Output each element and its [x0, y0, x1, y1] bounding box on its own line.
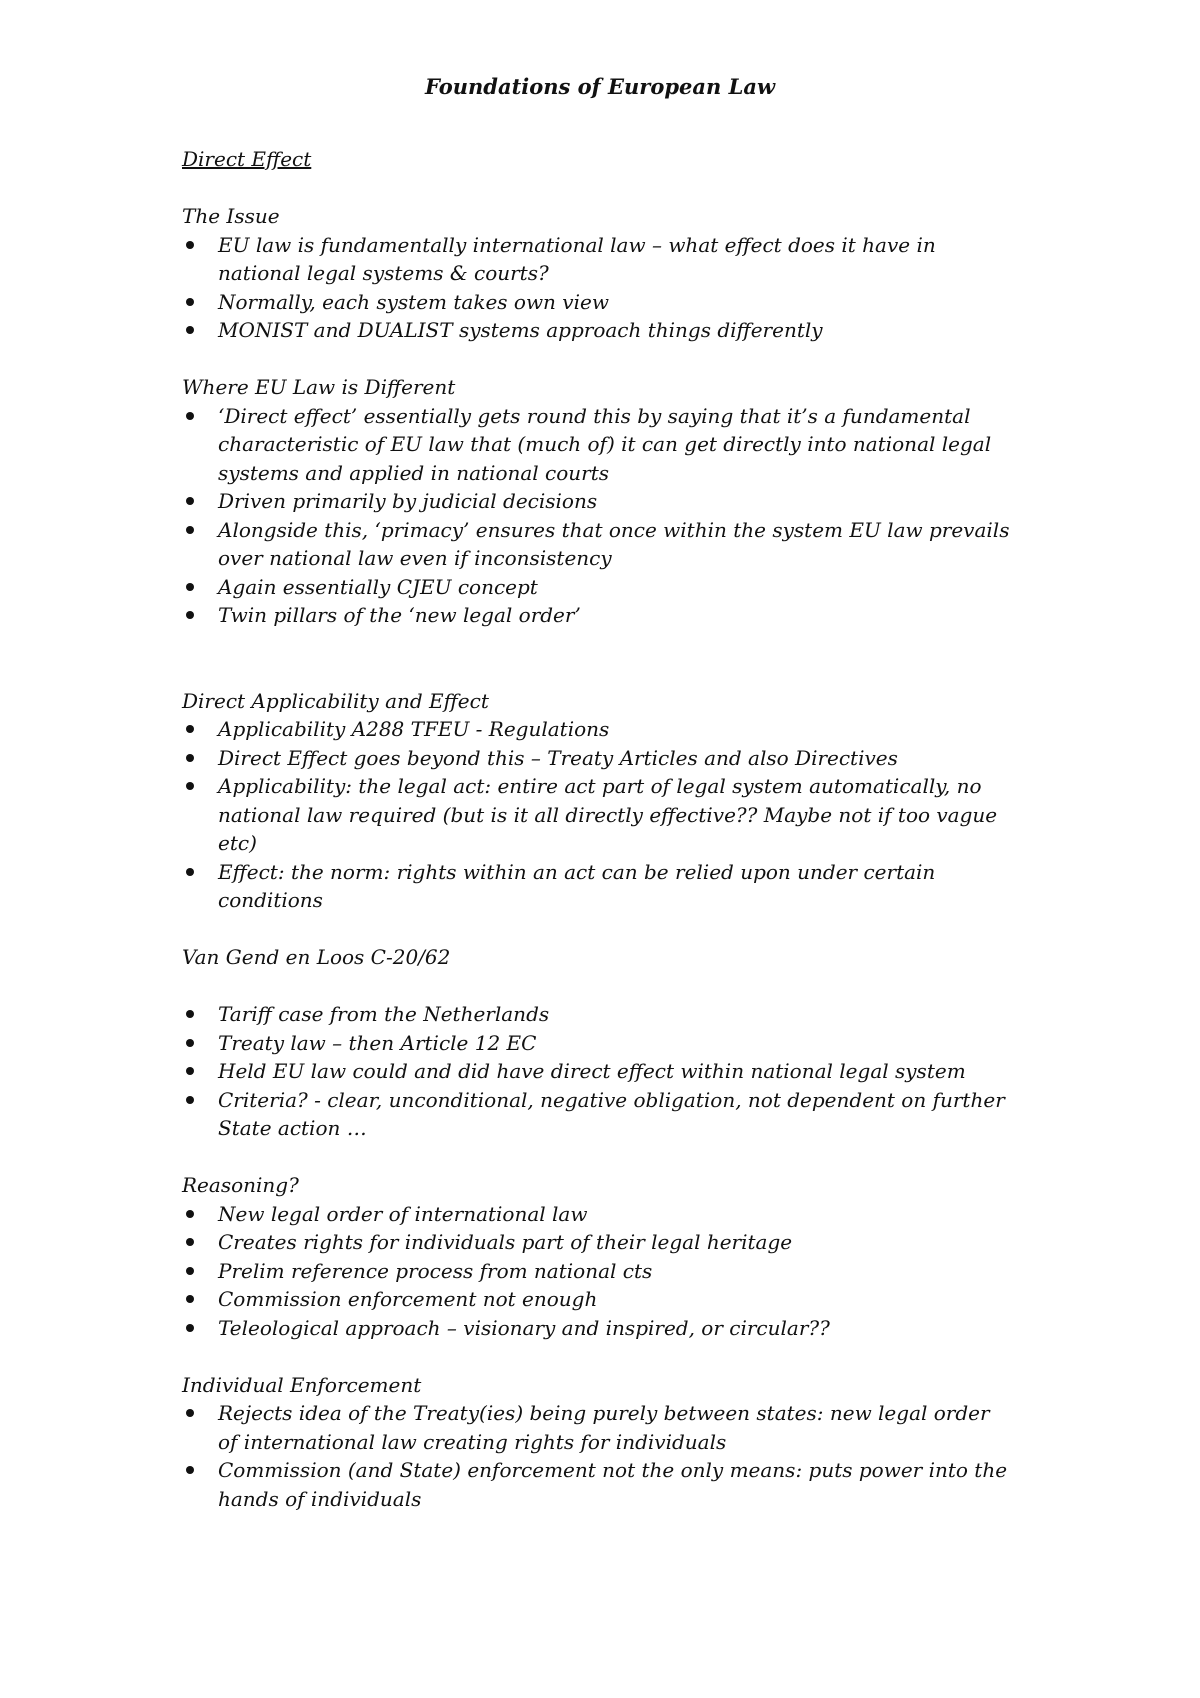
list-item-text: ‘Direct effect’ essentially gets round this by saying that it’s a fundamental characteristic of EU law that (much of) it can get directly into national legal systems and applied in national courts	[218, 403, 992, 485]
bullet-icon	[186, 526, 194, 534]
list-item-text: Normally, each system takes own view	[218, 289, 609, 314]
subsection-heading: Reasoning?	[182, 1173, 299, 1197]
section-title: Direct Effect	[182, 147, 312, 171]
bullet-list	[182, 1399, 1012, 1513]
bullet-icon	[186, 497, 194, 505]
bullet-list	[182, 1200, 1012, 1343]
list-item	[182, 288, 1012, 317]
list-item	[182, 772, 1012, 858]
list-item	[182, 1000, 1012, 1029]
spacer	[182, 174, 1012, 203]
list-item-text: Alongside this, ‘primacy’ ensures that once within the system EU law prevails over national law even if inconsistency	[218, 517, 1010, 570]
list-item-text: Applicability A288 TFEU - Regulations	[218, 717, 610, 741]
list-item	[182, 1228, 1012, 1257]
bullet-icon	[186, 1067, 194, 1075]
bullet-icon	[186, 725, 194, 733]
list-item-text: EU law is fundamentally international law – what effect does it have in national legal systems & courts?	[218, 232, 936, 285]
list-item-text: Commission enforcement not enough	[218, 1287, 598, 1311]
list-item-text: Driven primarily by judicial decisions	[218, 489, 598, 513]
spacer	[182, 630, 1012, 687]
document-body	[182, 145, 1012, 1513]
bullet-icon	[186, 241, 194, 249]
spacer	[182, 1143, 1012, 1172]
list-item-text: Prelim reference process from national cts	[218, 1258, 653, 1283]
list-item-text: Rejects idea of the Treaty(ies) being purely between states: new legal order of international law creating rights for individuals	[218, 1401, 990, 1454]
bullet-icon	[186, 1295, 194, 1303]
list-item	[182, 402, 1012, 488]
bullet-icon	[186, 1039, 194, 1047]
bullet-icon	[186, 1096, 194, 1104]
bullet-icon	[186, 1267, 194, 1275]
list-item	[182, 231, 1012, 288]
list-item	[182, 1285, 1012, 1314]
list-item	[182, 715, 1012, 744]
list-item-text: MONIST and DUALIST systems approach things differently	[218, 318, 823, 342]
list-item-text: Held EU law could and did have direct effect within national legal system	[218, 1059, 966, 1083]
list-item-text: Effect: the norm: rights within an act can be relied upon under certain conditions	[218, 859, 936, 912]
list-item	[182, 1399, 1012, 1456]
list-item	[182, 744, 1012, 773]
bullet-list	[182, 715, 1012, 915]
list-item-text: Twin pillars of the ‘new legal order’	[218, 603, 581, 627]
bullet-list	[182, 402, 1012, 630]
list-item-text: Teleological approach – visionary and inspired, or circular??	[218, 1315, 830, 1340]
list-item-text: Creates rights for individuals part of their legal heritage	[218, 1230, 793, 1254]
list-item-text: Applicability: the legal act: entire act part of legal system automatically, no national law required (but is it all directly effective?? Maybe not if too vague etc)	[218, 774, 998, 855]
spacer	[182, 915, 1012, 944]
list-item	[182, 1057, 1012, 1086]
list-item-text: Criteria? - clear, unconditional, negative obligation, not dependent on further State action …	[218, 1087, 1005, 1140]
bullet-icon	[186, 412, 194, 420]
list-item	[182, 1257, 1012, 1286]
list-item	[182, 516, 1012, 573]
subsection-heading: Individual Enforcement	[182, 1372, 422, 1397]
bullet-icon	[186, 782, 194, 790]
list-item-text: Again essentially CJEU concept	[218, 574, 538, 599]
bullet-icon	[186, 326, 194, 334]
list-item-text: Commission (and State) enforcement not the only means: puts power into the hands of individuals	[218, 1458, 1008, 1511]
list-item	[182, 1314, 1012, 1343]
spacer	[182, 972, 1012, 1001]
bullet-icon	[186, 1210, 194, 1218]
list-item-text: New legal order of international law	[218, 1201, 588, 1226]
list-item	[182, 573, 1012, 602]
bullet-icon	[186, 611, 194, 619]
subsection-heading: Van Gend en Loos C-20/62	[182, 945, 451, 969]
list-item	[182, 1086, 1012, 1143]
subsection-heading: Direct Applicability and Effect	[182, 688, 489, 713]
bullet-icon	[186, 1324, 194, 1332]
list-item	[182, 1029, 1012, 1058]
list-item	[182, 601, 1012, 630]
spacer	[182, 1342, 1012, 1371]
document-title: Foundations of European Law	[424, 74, 776, 99]
bullet-icon	[186, 583, 194, 591]
bullet-list	[182, 1000, 1012, 1143]
bullet-icon	[186, 1409, 194, 1417]
bullet-icon	[186, 1238, 194, 1246]
spacer	[182, 345, 1012, 374]
bullet-icon	[186, 754, 194, 762]
bullet-list	[182, 231, 1012, 345]
bullet-icon	[186, 298, 194, 306]
bullet-icon	[186, 1466, 194, 1474]
subsection-heading: Where EU Law is Different	[182, 375, 456, 399]
bullet-icon	[186, 868, 194, 876]
bullet-icon	[186, 1010, 194, 1018]
list-item	[182, 316, 1012, 345]
list-item	[182, 1200, 1012, 1229]
list-item	[182, 858, 1012, 915]
list-item	[182, 487, 1012, 516]
list-item-text: Treaty law – then Article 12 EC	[218, 1030, 537, 1055]
list-item-text: Tariff case from the Netherlands	[218, 1002, 550, 1026]
list-item	[182, 1456, 1012, 1513]
subsection-heading: The Issue	[182, 204, 280, 228]
list-item-text: Direct Effect goes beyond this – Treaty Articles and also Directives	[218, 745, 898, 770]
